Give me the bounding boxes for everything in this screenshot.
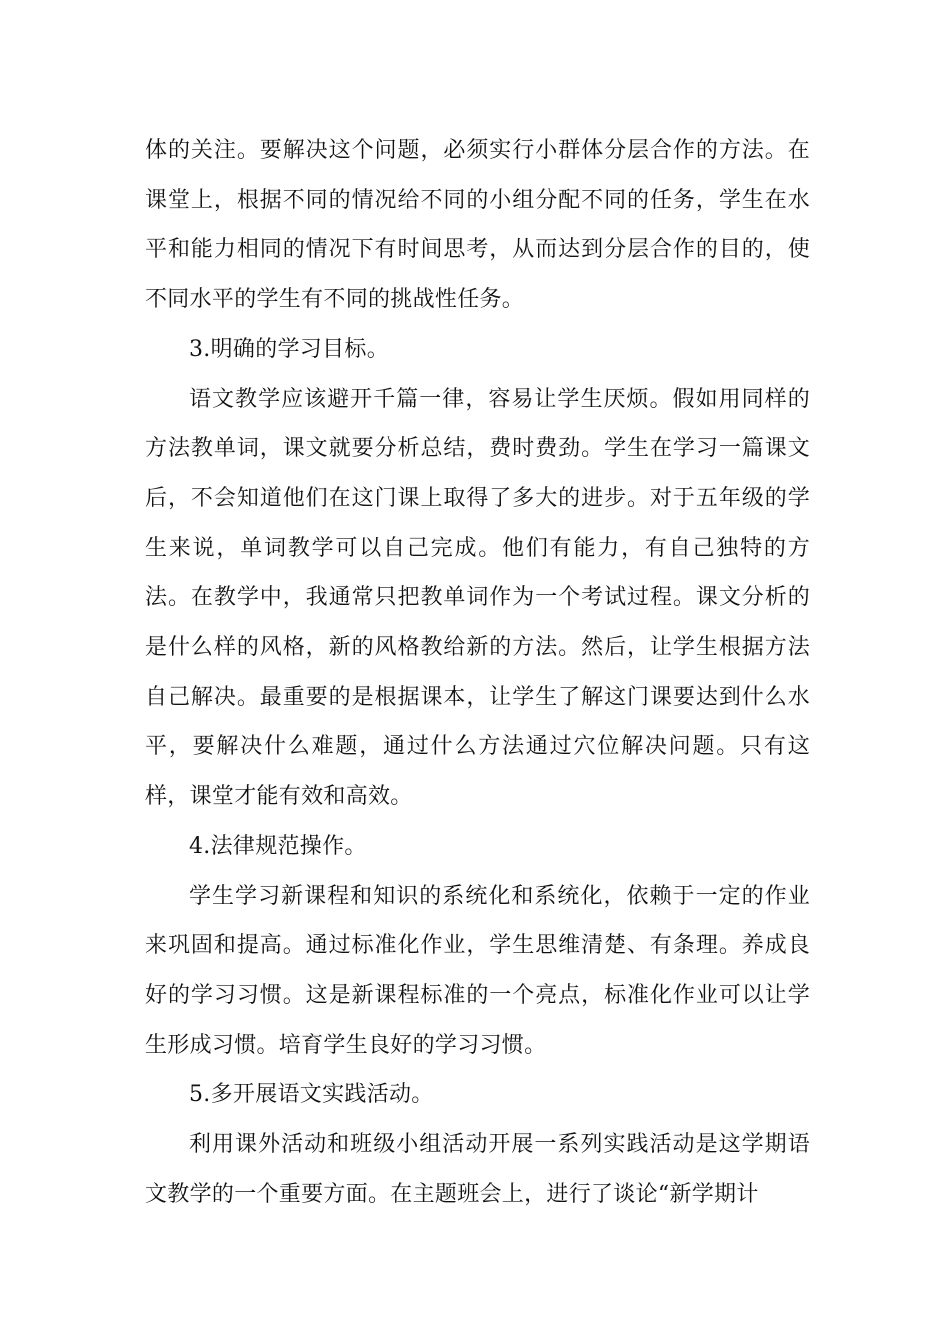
heading-learning-goals: 3.明确的学习目标。 <box>189 336 389 362</box>
document-page <box>145 126 810 1219</box>
paragraph-practice-activities: 利用课外活动和班级小组活动开展一系列实践活动是这学期语文教学的一个重要方面。在主题班会上，进行了谈论“新学期计 <box>145 1132 810 1207</box>
paragraph-learning-goals: 语文教学应该避开千篇一律，容易让学生厌烦。假如用同样的方法教单词，课文就要分析总结，费时费劲。学生在学习一篇课文后，不会知道他们在这门课上取得了多大的进步。对于五年级的学生来说，单词教学可以自己完成。他们有能力，有自己独特的方法。在教学中，我通常只把教单词作为一个考试过程。课文分析的是什么样的风格，新的风格教给新的方法。然后，让学生根据方法自己解决。最重要的是根据课本，让学生了解这门课要达到什么水平，要解决什么难题，通过什么方法通过穴位解决问题。只有这样，课堂才能有效和高效。 <box>145 386 810 810</box>
heading-practice-activities: 5.多开展语文实践活动。 <box>189 1082 434 1108</box>
heading-standard-operation: 4.法律规范操作。 <box>189 833 367 859</box>
paragraph-continuation: 体的关注。要解决这个问题，必须实行小群体分层合作的方法。在课堂上，根据不同的情况给不同的小组分配不同的任务，学生在水平和能力相同的情况下有时间思考，从而达到分层合作的目的，使不同水平的学生有不同的挑战性任务。 <box>145 138 810 313</box>
paragraph-standard-operation: 学生学习新课程和知识的系统化和系统化，依赖于一定的作业来巩固和提高。通过标准化作业，学生思维清楚、有条理。养成良好的学习习惯。这是新课程标准的一个亮点，标准化作业可以让学生形成习惯。培育学生良好的学习习惯。 <box>145 883 810 1058</box>
